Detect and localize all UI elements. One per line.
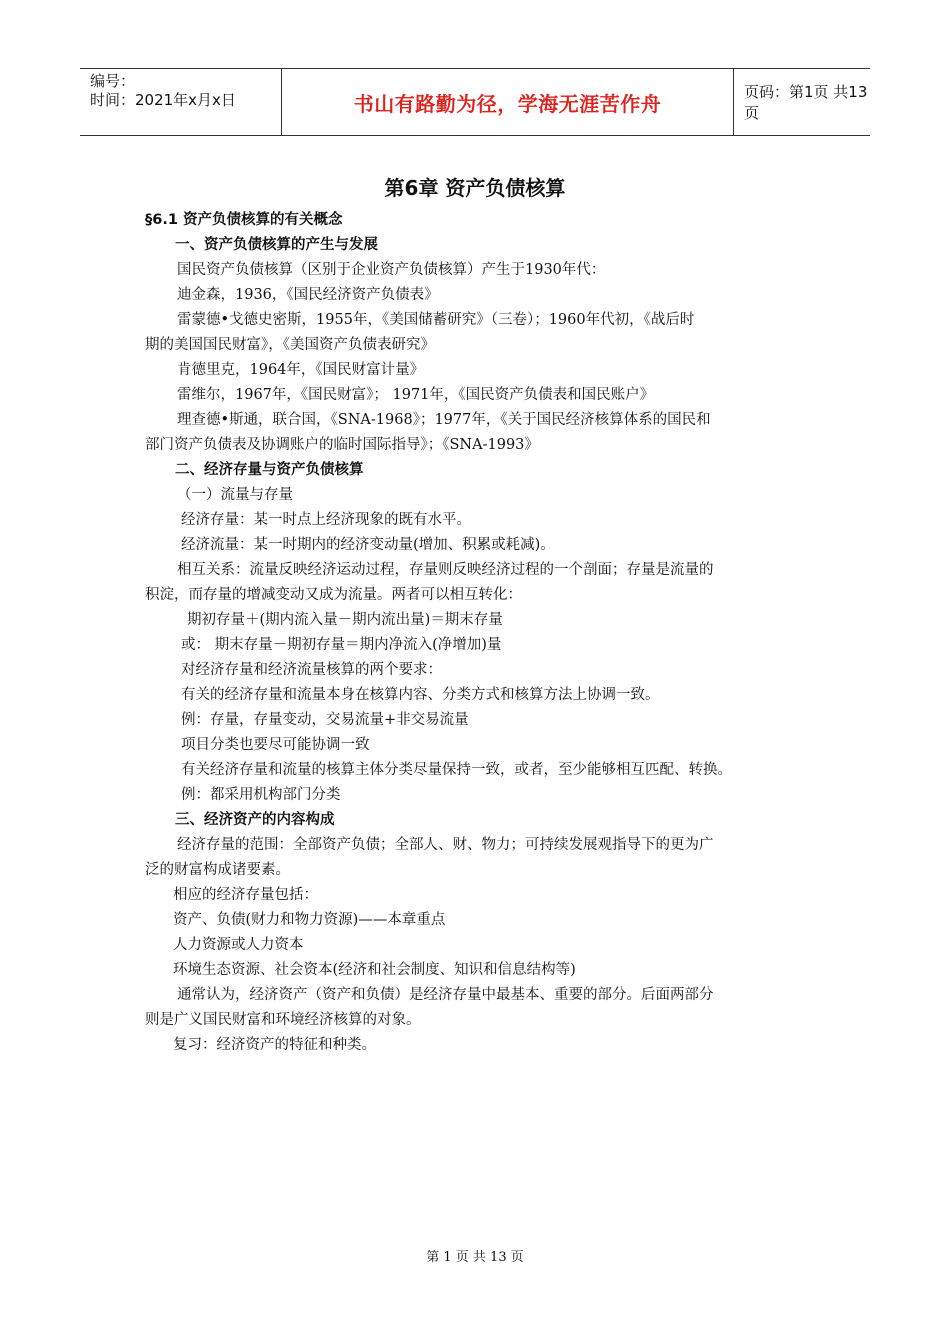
paragraph-line: 则是广义国民财富和环境经济核算的对象。 xyxy=(145,1012,421,1028)
paragraph-line: 雷维尔，1967年，《国民财富》； 1971年，《国民资产负债表和国民账户》 xyxy=(177,387,655,403)
formula-line: 期初存量＋(期内流入量－期内流出量)＝期末存量 xyxy=(187,612,503,628)
document-time-label: 时间：2021年x月x日 xyxy=(90,91,236,109)
formula-line: 或： 期末存量－期初存量＝期内净流入(净增加)量 xyxy=(181,637,502,653)
document-body xyxy=(145,208,815,1058)
paragraph-line: 对经济存量和经济流量核算的两个要求： xyxy=(181,662,442,678)
paragraph-line: 国民资产负债核算（区别于企业资产负债核算）产生于1930年代： xyxy=(177,262,606,278)
page-header xyxy=(80,68,870,136)
paragraph-line: 肯德里克，1964年，《国民财富计量》 xyxy=(177,362,425,378)
header-page-info: 页码：第1页 共13页 xyxy=(744,83,868,122)
paragraph-line: （一）流量与存量 xyxy=(177,487,293,503)
paragraph-line: 项目分类也要尽可能协调一致 xyxy=(181,737,370,753)
paragraph-line: 有关的经济存量和流量本身在核算内容、分类方式和核算方法上协调一致。 xyxy=(181,687,660,703)
header-meta xyxy=(90,72,236,110)
paragraph-line: 人力资源或人力资本 xyxy=(173,937,304,953)
paragraph-line: 理查德•斯通，联合国，《SNA-1968》；1977年，《关于国民经济核算体系的国民和 xyxy=(177,412,711,428)
paragraph-line: 相应的经济存量包括： xyxy=(173,887,318,903)
paragraph-line: 泛的财富构成诸要素。 xyxy=(145,862,290,878)
paragraph-line: 经济存量的范围：全部资产负债；全部人、财、物力；可持续发展观指导下的更为广 xyxy=(177,837,714,853)
page-footer: 第 1 页 共 13 页 xyxy=(426,1250,524,1265)
paragraph-line: 期的美国国民财富》，《美国资产负债表研究》 xyxy=(145,337,435,353)
paragraph-line: 雷蒙德•戈德史密斯，1955年，《美国储蓄研究》（三卷）；1960年代初，《战后时 xyxy=(177,312,695,328)
paragraph-line: 经济存量：某一时点上经济现象的既有水平。 xyxy=(181,512,471,528)
paragraph-line: 经济流量：某一时期内的经济变动量(增加、积累或耗减)。 xyxy=(181,537,555,553)
header-motto: 书山有路勤为径，学海无涯苦作舟 xyxy=(281,69,734,135)
paragraph-line: 有关经济存量和流量的核算主体分类尽量保持一致，或者，至少能够相互匹配、转换。 xyxy=(181,762,732,778)
paragraph-line: 复习：经济资产的特征和种类。 xyxy=(173,1037,376,1053)
subsection-heading: 三、经济资产的内容构成 xyxy=(175,812,335,828)
subsection-heading: 一、资产负债核算的产生与发展 xyxy=(175,237,378,253)
paragraph-line: 迪金森，1936，《国民经济资产负债表》 xyxy=(177,287,439,303)
paragraph-line: 通常认为，经济资产（资产和负债）是经济存量中最基本、重要的部分。后面两部分 xyxy=(177,987,714,1003)
paragraph-line: 部门资产负债表及协调账户的临时国际指导》；《SNA-1993》 xyxy=(145,437,539,453)
section-heading: §6.1 资产负债核算的有关概念 xyxy=(145,212,343,228)
chapter-title: 第6章 资产负债核算 xyxy=(384,176,566,200)
paragraph-line: 例：存量，存量变动，交易流量+非交易流量 xyxy=(181,712,469,728)
paragraph-line: 环境生态资源、社会资本(经济和社会制度、知识和信息结构等) xyxy=(173,962,576,978)
paragraph-line: 资产、负债(财力和物力资源)——本章重点 xyxy=(173,912,446,928)
paragraph-line: 例：都采用机构部门分类 xyxy=(181,787,341,803)
paragraph-line: 相互关系：流量反映经济运动过程，存量则反映经济过程的一个剖面；存量是流量的 xyxy=(177,562,714,578)
document-number-label: 编号： xyxy=(90,72,136,90)
subsection-heading: 二、经济存量与资产负债核算 xyxy=(175,462,364,478)
paragraph-line: 积淀，而存量的增减变动又成为流量。两者可以相互转化： xyxy=(145,587,522,603)
